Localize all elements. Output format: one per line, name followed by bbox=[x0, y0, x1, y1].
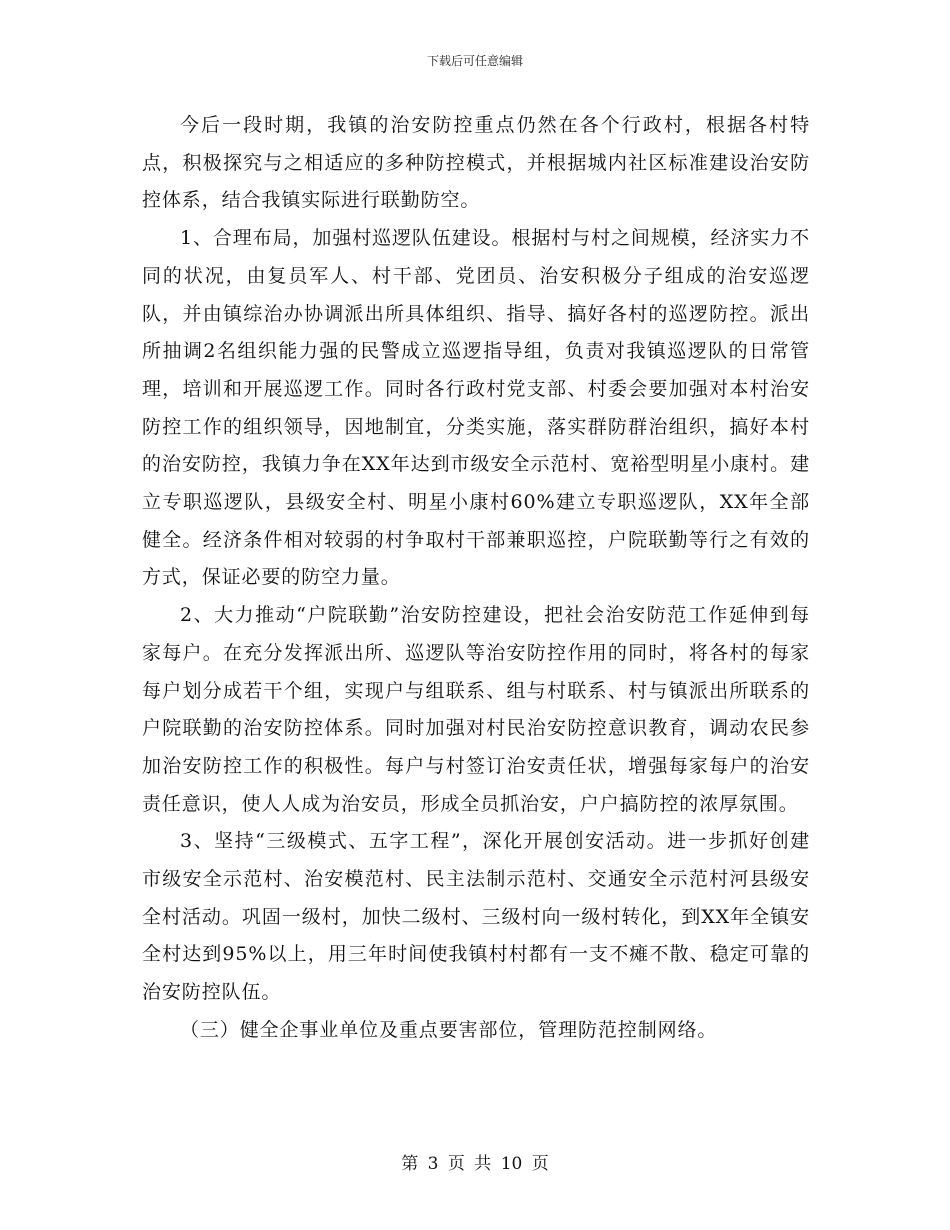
page-number-footer: 第 3 页 共 10 页 bbox=[401, 1154, 549, 1174]
paragraph-item-1: 1、合理布局，加强村巡逻队伍建设。根据村与村之间规模，经济实力不同的状况，由复员军人、村干部、党团员、治安积极分子组成的治安巡逻队，并由镇综治办协调派出所具体组织、指导、搞好各村的巡逻防控。派出所抽调2名组织能力强的民警成立巡逻指导组，负责对我镇巡逻队的日常管理，培训和开展巡逻工作。同时各行政村党支部、村委会要加强对本村治安防控工作的组织领导，因地制宜，分类实施，落实群防群治组织，搞好本村的治安防控，我镇力争在XX年达到市级安全示范村、宽裕型明星小康村。建立专职巡逻队，县级安全村、明星小康村60%建立专职巡逻队，XX年全部健全。经济条件相对较弱的村争取村干部兼职巡控，户院联勤等行之有效的方式，保证必要的防空力量。 bbox=[142, 227, 810, 589]
paragraph-item-3: 3、坚持“三级模式、五字工程”，深化开展创安活动。进一步抓好创建市级安全示范村、治安模范村、民主法制示范村、交通安全示范村河县级安全村活动。巩固一级村，加快二级村、三级村向一级村转化，到XX年全镇安全村达到95%以上，用三年时间使我镇村村都有一支不瘫不散、稳定可靠的治安防控队伍。 bbox=[142, 830, 810, 1004]
paragraph-item-2: 2、大力推动“户院联勤”治安防控建设，把社会治安防范工作延伸到每家每户。在充分发挥派出所、巡逻队等治安防控作用的同时，将各村的每家每户划分成若干个组，实现户与组联系、组与村联系、村与镇派出所联系的户院联勤的治安防控体系。同时加强对村民治安防控意识教育，调动农民参加治安防控工作的积极性。每户与村签订治安责任状，增强每家每户的治安责任意识，使人人成为治安员，形成全员抓治安，户户搞防控的浓厚氛围。 bbox=[142, 604, 810, 815]
section-heading-3: （三）健全企事业单位及重点要害部位，管理防范控制网络。 bbox=[180, 1018, 718, 1041]
paragraph-intro: 今后一段时期，我镇的治安防控重点仍然在各个行政村，根据各村特点，积极探究与之相适应的多种防控模式，并根据城内社区标准建设治安防控体系，结合我镇实际进行联勤防空。 bbox=[142, 114, 810, 212]
document-body bbox=[142, 107, 810, 1050]
page-header: 下载后可任意编辑 bbox=[426, 54, 523, 68]
